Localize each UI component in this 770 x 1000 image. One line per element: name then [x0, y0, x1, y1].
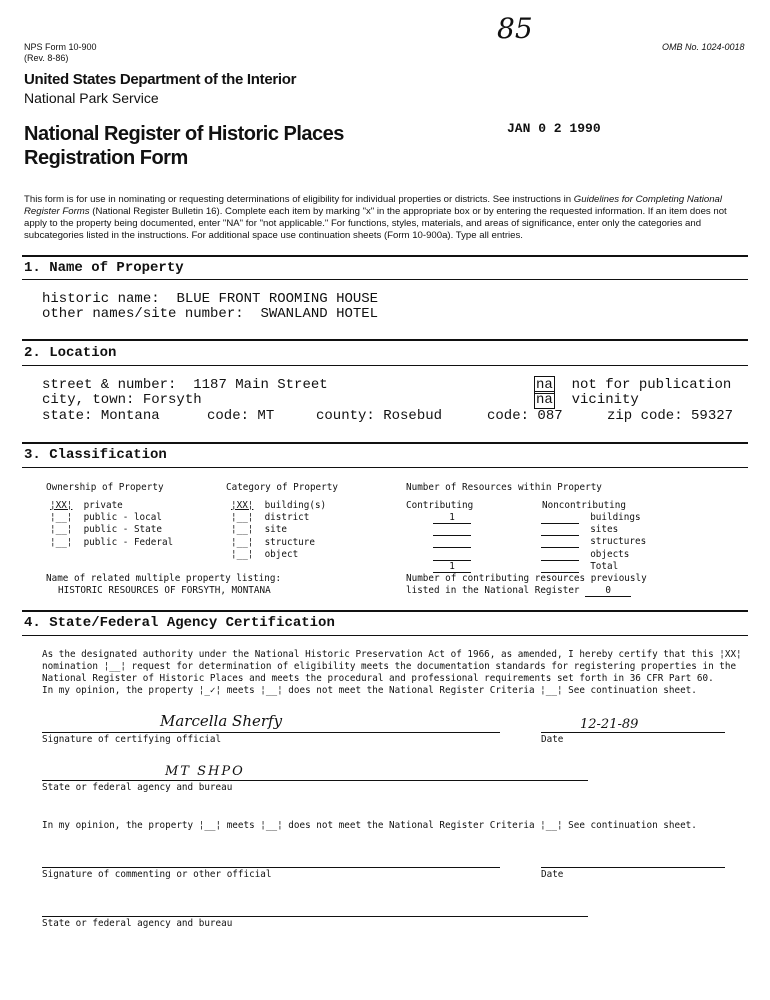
instructions-text: This form is for use in nominating or requesting determinations of eligibility for individual properties or districts. See instructions in — [24, 194, 574, 205]
page-title: National Register of Historic Places — [24, 123, 344, 145]
county-code-field: code: 087 — [487, 408, 563, 424]
page-subtitle: Registration Form — [24, 147, 188, 169]
ownership-label: private — [72, 500, 123, 511]
agency-label: State or federal agency and bureau — [42, 918, 233, 929]
certifying-signature: Marcella Sherfy — [160, 712, 283, 730]
category-label: structure — [253, 536, 315, 548]
form-revision: (Rev. 8-86) — [24, 53, 69, 63]
noncontributing-count — [541, 524, 579, 536]
divider — [22, 442, 748, 444]
handwritten-number: 85 — [497, 12, 533, 45]
form-number: NPS Form 10-900 — [24, 42, 97, 52]
ownership-label: public - local — [72, 512, 162, 524]
agency-line — [42, 780, 588, 781]
instructions — [24, 194, 748, 242]
contributing-count — [433, 536, 471, 548]
nfp-checkbox[interactable]: na — [536, 377, 553, 393]
certification-text-3: National Register of Historic Places and meets the procedural and professional requirements set forth in 36 CFR Part 60. — [42, 673, 714, 684]
county-field: county: Rosebud — [316, 408, 443, 424]
resources-heading: Number of Resources within Property — [406, 482, 602, 493]
ownership-option[interactable] — [50, 500, 173, 512]
certifying-agency: MT SHPO — [165, 764, 245, 779]
category-label: object — [253, 548, 299, 560]
category-label: district — [253, 512, 310, 524]
date-line — [541, 732, 725, 733]
received-date-stamp: JAN 0 2 1990 — [507, 121, 601, 136]
category-checkbox[interactable]: ¦__¦ — [231, 536, 254, 548]
divider — [22, 365, 748, 366]
zip-field: zip code: 59327 — [607, 408, 734, 424]
resource-type-label: sites — [579, 524, 619, 536]
vicinity-checkbox[interactable]: na — [536, 392, 553, 408]
agency-label: State or federal agency and bureau — [42, 782, 233, 793]
category-checkbox[interactable]: ¦__¦ — [231, 524, 254, 536]
certification-text-2: nomination ¦__¦ request for determination of eligibility meets the documentation standards for registering properties in the — [42, 661, 737, 672]
contributing-label: Contributing — [406, 500, 474, 511]
historic-name-field: historic name: BLUE FRONT ROOMING HOUSE — [42, 291, 379, 307]
ownership-checkbox[interactable]: ¦XX¦ — [50, 500, 73, 511]
certification-text-1: As the designated authority under the National Historic Preservation Act of 1966, as amended, I hereby certify that this ¦XX¦ — [42, 649, 742, 660]
noncontributing-count — [541, 512, 579, 524]
ownership-options — [50, 500, 173, 549]
category-options — [231, 500, 326, 561]
omb-number: OMB No. 1024-0018 — [662, 42, 745, 52]
resource-type-label: structures — [579, 536, 647, 548]
ownership-checkbox[interactable]: ¦__¦ — [50, 536, 73, 548]
contributing-count — [433, 549, 471, 561]
certification-date: 12-21-89 — [580, 717, 639, 732]
resource-row — [433, 512, 646, 524]
multiple-listing-label: Name of related multiple property listing: — [46, 573, 282, 584]
noncontributing-label: Noncontributing — [542, 500, 626, 511]
divider — [22, 610, 748, 612]
signature-line — [42, 867, 500, 868]
category-checkbox[interactable]: ¦__¦ — [231, 548, 254, 560]
date-line — [541, 867, 725, 868]
state-code-field: code: MT — [207, 408, 275, 424]
noncontributing-count — [541, 536, 579, 548]
category-option[interactable] — [231, 500, 326, 512]
signature-line — [42, 732, 500, 733]
ownership-checkbox[interactable]: ¦__¦ — [50, 524, 73, 536]
vicinity: na vicinity — [536, 392, 639, 408]
ownership-heading: Ownership of Property — [46, 482, 164, 493]
category-checkbox[interactable]: ¦__¦ — [231, 512, 254, 524]
ownership-label: public - State — [72, 524, 162, 536]
ownership-checkbox[interactable]: ¦__¦ — [50, 512, 73, 524]
section-3-heading: 3. Classification — [24, 447, 167, 463]
contributing-count: 1 — [433, 561, 471, 573]
category-label: site — [253, 524, 287, 536]
street-field: street & number: 1187 Main Street — [42, 377, 328, 393]
noncontributing-count — [541, 549, 579, 561]
category-option[interactable] — [231, 512, 326, 524]
resource-row — [433, 536, 646, 548]
service: National Park Service — [24, 90, 159, 106]
contributing-count: 1 — [433, 512, 471, 524]
divider — [22, 635, 748, 636]
divider — [22, 279, 748, 280]
ownership-option[interactable] — [50, 512, 173, 524]
category-option[interactable] — [231, 549, 326, 561]
category-option[interactable] — [231, 524, 326, 536]
section-2-heading: 2. Location — [24, 345, 117, 361]
agency-line — [42, 916, 588, 917]
ownership-option[interactable] — [50, 524, 173, 536]
opinion-statement-2: In my opinion, the property ¦__¦ meets ¦__¦ does not meet the National Register Criteria ¦__¦ See continuation sheet. — [42, 820, 697, 831]
state-field: state: Montana — [42, 408, 160, 424]
ownership-label: public - Federal — [72, 536, 174, 548]
city-field: city, town: Forsyth — [42, 392, 202, 408]
resource-row — [433, 549, 646, 561]
resource-type-label: Total — [579, 560, 619, 572]
previously-listed-label: Number of contributing resources previously — [406, 573, 647, 584]
other-names-field: other names/site number: SWANLAND HOTEL — [42, 306, 379, 322]
department: United States Department of the Interior — [24, 71, 297, 88]
divider — [22, 339, 748, 341]
date-label: Date — [541, 734, 564, 745]
section-1-heading: 1. Name of Property — [24, 260, 184, 276]
section-4-heading: 4. State/Federal Agency Certification — [24, 615, 335, 631]
resource-type-label: buildings — [579, 512, 641, 523]
not-for-publication: na not for publication — [536, 377, 732, 393]
category-checkbox[interactable]: ¦XX¦ — [231, 500, 254, 511]
category-heading: Category of Property — [226, 482, 338, 493]
divider — [22, 467, 748, 468]
multiple-listing-value: HISTORIC RESOURCES OF FORSYTH, MONTANA — [58, 585, 271, 596]
resource-row — [433, 524, 646, 536]
commenting-signature-label: Signature of commenting or other official — [42, 869, 272, 880]
signature-label: Signature of certifying official — [42, 734, 222, 745]
contributing-count — [433, 524, 471, 536]
instructions-text-cont: (National Register Bulletin 16). Complete each item by marking "x" in the appropriate box or by entering the requested information. If an item does not apply to the property being documented, enter "NA" for "not applicable." For functions, styles, materials, and areas of significance, enter only the categories and subcategories listed in the instructions. For additional space use continuation sheets (Form 10-900a). Type all entries. — [24, 206, 727, 241]
resource-type-label: objects — [579, 548, 630, 560]
date-label: Date — [541, 869, 564, 880]
noncontributing-count — [541, 561, 579, 573]
resource-row — [433, 561, 646, 573]
category-label: building(s) — [253, 500, 327, 511]
resource-counts — [433, 512, 646, 573]
divider — [22, 255, 748, 257]
category-option[interactable] — [231, 537, 326, 549]
ownership-option[interactable] — [50, 537, 173, 549]
previously-listed-field: listed in the National Register 0 — [406, 585, 631, 597]
opinion-statement-1: In my opinion, the property ¦_✓¦ meets ¦__¦ does not meet the National Register Criteria ¦__¦ See continuation sheet. — [42, 685, 697, 696]
guidelines-title: Guidelines for Completing National Register Forms — [24, 194, 723, 217]
